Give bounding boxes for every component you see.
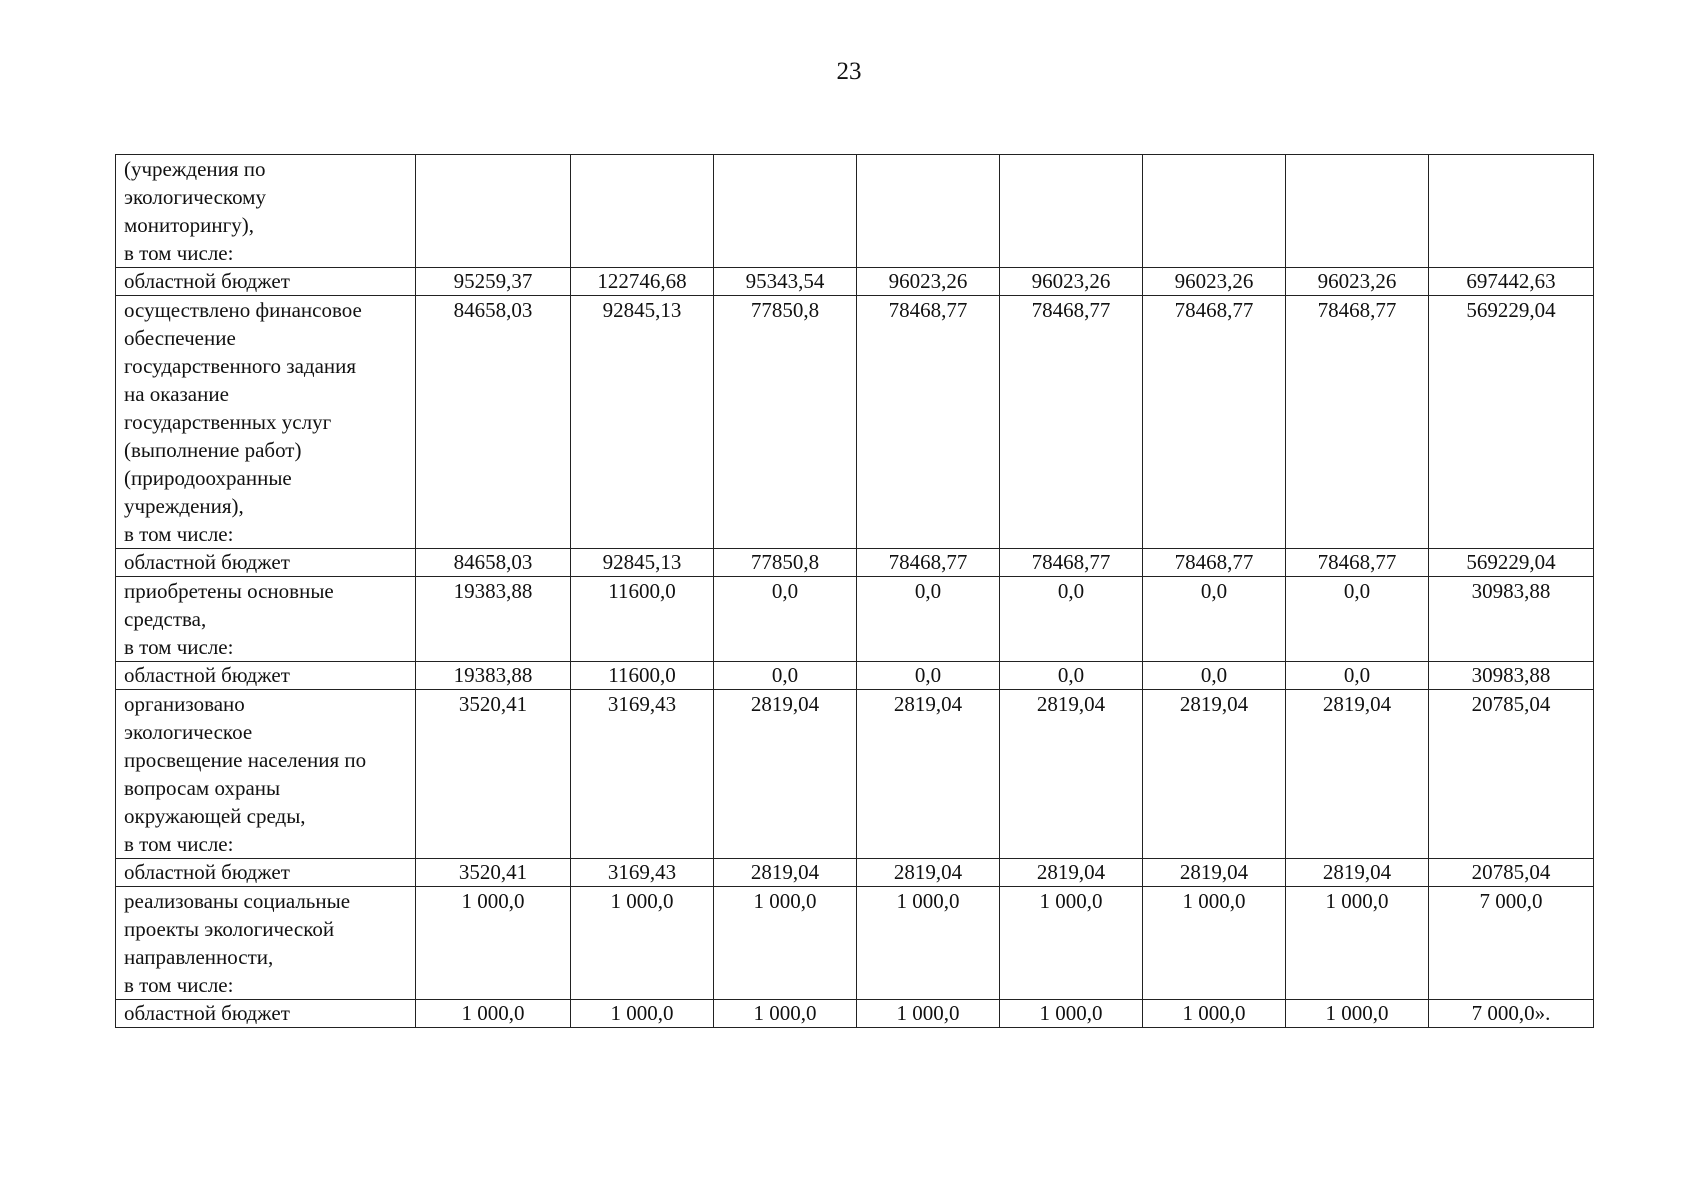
year-value-cell: 0,0 [857,662,1000,690]
description-line: государственных услуг [124,410,332,434]
row-description [116,549,416,577]
description-line: осуществлено финансовое [124,298,362,322]
year-value-cell: 78468,77 [857,549,1000,577]
description-line: организовано [124,692,245,716]
year-value-cell: 96023,26 [857,268,1000,296]
year-value-cell: 3169,43 [571,859,714,887]
year-value-cell: 2819,04 [1143,690,1286,859]
year-value-cell: 1 000,0 [416,1000,571,1028]
year-value-cell [714,155,857,268]
total-cell: 30983,88 [1429,662,1594,690]
total-cell: 569229,04 [1429,296,1594,549]
description-line: приобретены основные [124,579,334,603]
table-row-regional-budget [116,549,1594,577]
year-value-cell: 2819,04 [857,859,1000,887]
year-value-cell: 0,0 [1143,577,1286,662]
year-value-cell: 1 000,0 [857,1000,1000,1028]
description-line: областной бюджет [124,860,290,884]
year-value-cell [416,155,571,268]
description-line: вопросам охраны [124,776,281,800]
table-row-regional-budget [116,268,1594,296]
table-row-item [116,296,1594,549]
year-value-cell: 1 000,0 [1143,1000,1286,1028]
description-line: средства, [124,607,207,631]
description-line: в том числе: [124,522,234,546]
year-value-cell [1143,155,1286,268]
year-value-cell: 84658,03 [416,549,571,577]
year-value-cell [1000,155,1143,268]
description-line: областной бюджет [124,269,290,293]
year-value-cell: 2819,04 [1000,690,1143,859]
page-number: 23 [836,58,862,85]
year-value-cell: 1 000,0 [714,887,857,1000]
year-value-cell: 96023,26 [1143,268,1286,296]
total-cell [1429,155,1594,268]
table-body [116,155,1594,1028]
description-line: учреждения), [124,494,244,518]
year-value-cell [1286,155,1429,268]
year-value-cell: 78468,77 [1286,296,1429,549]
year-value-cell: 95343,54 [714,268,857,296]
description-line: мониторингу), [124,213,254,237]
year-value-cell: 96023,26 [1286,268,1429,296]
year-value-cell: 2819,04 [1286,859,1429,887]
row-description [116,859,416,887]
year-value-cell: 0,0 [714,662,857,690]
total-cell: 30983,88 [1429,577,1594,662]
year-value-cell: 92845,13 [571,296,714,549]
row-description [116,1000,416,1028]
table-row-regional-budget [116,859,1594,887]
row-description [116,268,416,296]
year-value-cell: 19383,88 [416,577,571,662]
year-value-cell: 84658,03 [416,296,571,549]
description-line: просвещение населения по [124,748,367,772]
year-value-cell [857,155,1000,268]
year-value-cell: 122746,68 [571,268,714,296]
table-row-item [116,577,1594,662]
year-value-cell: 2819,04 [1000,859,1143,887]
description-line: (учреждения по [124,157,266,181]
year-value-cell: 1 000,0 [416,887,571,1000]
total-cell: 569229,04 [1429,549,1594,577]
year-value-cell: 1 000,0 [571,887,714,1000]
year-value-cell: 78468,77 [1286,549,1429,577]
year-value-cell: 11600,0 [571,577,714,662]
year-value-cell: 78468,77 [1143,296,1286,549]
year-value-cell: 2819,04 [857,690,1000,859]
year-value-cell: 0,0 [1000,577,1143,662]
year-value-cell: 0,0 [1143,662,1286,690]
description-line: (природоохранные [124,466,292,490]
total-cell: 7 000,0». [1429,1000,1594,1028]
row-description [116,887,416,1000]
description-line: проекты экологической [124,917,335,941]
description-line: в том числе: [124,241,234,265]
total-cell: 7 000,0 [1429,887,1594,1000]
year-value-cell: 0,0 [857,577,1000,662]
table-row-item [116,887,1594,1000]
year-value-cell: 78468,77 [1143,549,1286,577]
row-description [116,662,416,690]
year-value-cell: 2819,04 [714,859,857,887]
description-line: в том числе: [124,635,234,659]
year-value-cell: 3520,41 [416,859,571,887]
total-cell: 20785,04 [1429,690,1594,859]
year-value-cell: 3520,41 [416,690,571,859]
description-line: на оказание [124,382,229,406]
year-value-cell: 19383,88 [416,662,571,690]
description-line: окружающей среды, [124,804,306,828]
row-description [116,155,416,268]
description-line: реализованы социальные [124,889,351,913]
table-row-regional-budget [116,1000,1594,1028]
year-value-cell: 0,0 [1000,662,1143,690]
year-value-cell: 3169,43 [571,690,714,859]
description-line: экологическому [124,185,266,209]
table-row-item [116,155,1594,268]
row-description [116,577,416,662]
year-value-cell [571,155,714,268]
year-value-cell: 0,0 [714,577,857,662]
year-value-cell: 1 000,0 [1000,887,1143,1000]
budget-table [115,154,1594,1028]
year-value-cell: 1 000,0 [1143,887,1286,1000]
description-line: областной бюджет [124,550,290,574]
year-value-cell: 11600,0 [571,662,714,690]
description-line: областной бюджет [124,1001,290,1025]
description-line: в том числе: [124,973,234,997]
year-value-cell: 77850,8 [714,549,857,577]
year-value-cell: 1 000,0 [1000,1000,1143,1028]
year-value-cell: 2819,04 [714,690,857,859]
year-value-cell: 78468,77 [1000,549,1143,577]
total-cell: 20785,04 [1429,859,1594,887]
year-value-cell: 95259,37 [416,268,571,296]
description-line: государственного задания [124,354,357,378]
description-line: в том числе: [124,832,234,856]
year-value-cell: 77850,8 [714,296,857,549]
year-value-cell: 1 000,0 [857,887,1000,1000]
description-line: областной бюджет [124,663,290,687]
description-line: (выполнение работ) [124,438,302,462]
year-value-cell: 1 000,0 [1286,887,1429,1000]
year-value-cell: 2819,04 [1286,690,1429,859]
description-line: экологическое [124,720,253,744]
description-line: обеспечение [124,326,236,350]
year-value-cell: 2819,04 [1143,859,1286,887]
year-value-cell: 96023,26 [1000,268,1143,296]
description-line: направленности, [124,945,274,969]
table-row-regional-budget [116,662,1594,690]
year-value-cell: 0,0 [1286,577,1429,662]
row-description [116,296,416,549]
year-value-cell: 1 000,0 [571,1000,714,1028]
year-value-cell: 1 000,0 [1286,1000,1429,1028]
year-value-cell: 1 000,0 [714,1000,857,1028]
year-value-cell: 92845,13 [571,549,714,577]
row-description [116,690,416,859]
year-value-cell: 78468,77 [1000,296,1143,549]
year-value-cell: 78468,77 [857,296,1000,549]
table-row-item [116,690,1594,859]
year-value-cell: 0,0 [1286,662,1429,690]
total-cell: 697442,63 [1429,268,1594,296]
